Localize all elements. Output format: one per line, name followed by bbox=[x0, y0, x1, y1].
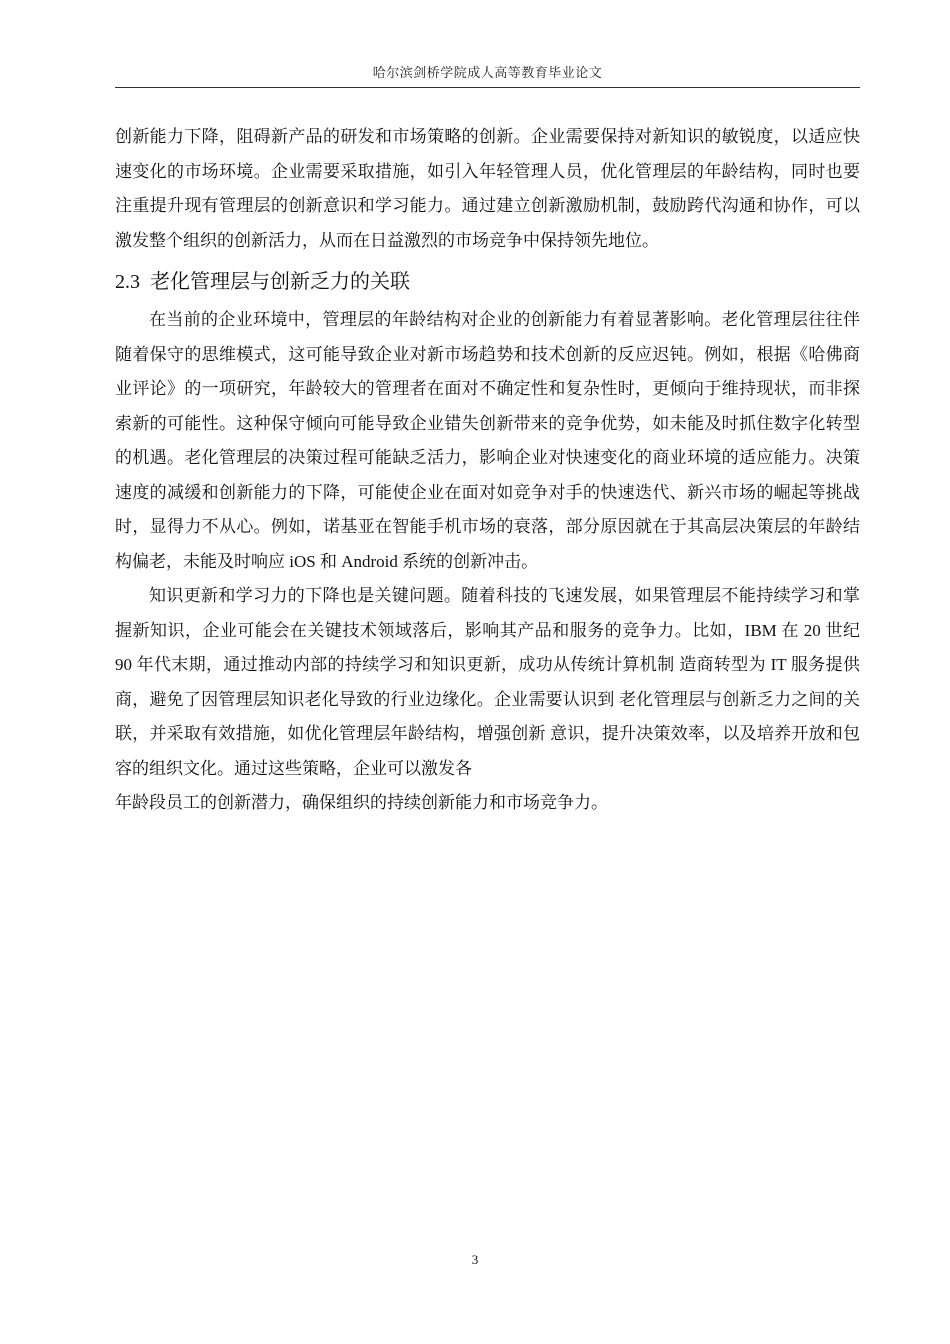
paragraph-3: 年龄段员工的创新潜力，确保组织的持续创新能力和市场竞争力。 bbox=[115, 793, 608, 812]
paragraph-2: 知识更新和学习力的下降也是关键问题。随着科技的飞速发展，如果管理层不能持续学习和掌握新知识，企业可能会在关键技术领域落后，影响其产品和服务的竞争力。比如，IBM 在 20 世纪 90 年代末期，通过推动内部的持续学习和知识更新，成功从传统计算机制 造商转型为 IT 服务提供商，避免了因管理层知识老化导致的行业边缘化。企业需要认识到 老化管理层与创新乏力之间的关联，并采取有效措施，如优化管理层年龄结构，增强创新 意识，提升决策效率，以及培养开放和包容的组织文化。通过这些策略，企业可以激发各 bbox=[115, 586, 860, 778]
intro-paragraph: 创新能力下降，阻碍新产品的研发和市场策略的创新。企业需要保持对新知识的敏锐度，以适应快速变化的市场环境。企业需要采取措施，如引入年轻管理人员，优化管理层的年龄结构，同时也要注重提升现有管理层的创新意识和学习能力。通过建立创新激励机制，鼓励跨代沟通和协作，可以激发整个组织的创新活力，从而在日益激烈的市场竞争中保持领先地位。 bbox=[115, 127, 860, 250]
paragraph-1: 在当前的企业环境中，管理层的年龄结构对企业的创新能力有着显著影响。老化管理层往往伴随着保守的思维模式，这可能导致企业对新市场趋势和技术创新的反应迟钝。例如，根据《哈佛商业评论》的一项研究，年龄较大的管理者在面对不确定性和复杂性时，更倾向于维持现状，而非探索新的可能性。这种保守倾向可能导致企业错失创新带来的竞争优势，如未能及时抓住数字化转型的机遇。老化管理层的决策过程可能缺乏活力，影响企业对快速变化的商业环境的适应能力。决策速度的减缓和创新能力的下降，可能使企业在面对如竞争对手的快速迭代、新兴市场的崛起等挑战时，显得力不从心。例如，诺基亚在智能手机市场的衰落，部分原因就在于其高层决策层的年龄结构偏老，未能及时响应 iOS 和 Android 系统的创新冲击。 bbox=[115, 310, 860, 571]
section-title: 老化管理层与创新乏力的关联 bbox=[150, 269, 410, 293]
page-number: 3 bbox=[471, 1252, 479, 1267]
section-number: 2.3 bbox=[115, 271, 140, 293]
body-text bbox=[115, 120, 860, 821]
header-divider bbox=[115, 87, 860, 88]
section-heading bbox=[115, 266, 860, 297]
running-header: 哈尔滨剑桥学院成人高等教育毕业论文 bbox=[372, 65, 603, 80]
